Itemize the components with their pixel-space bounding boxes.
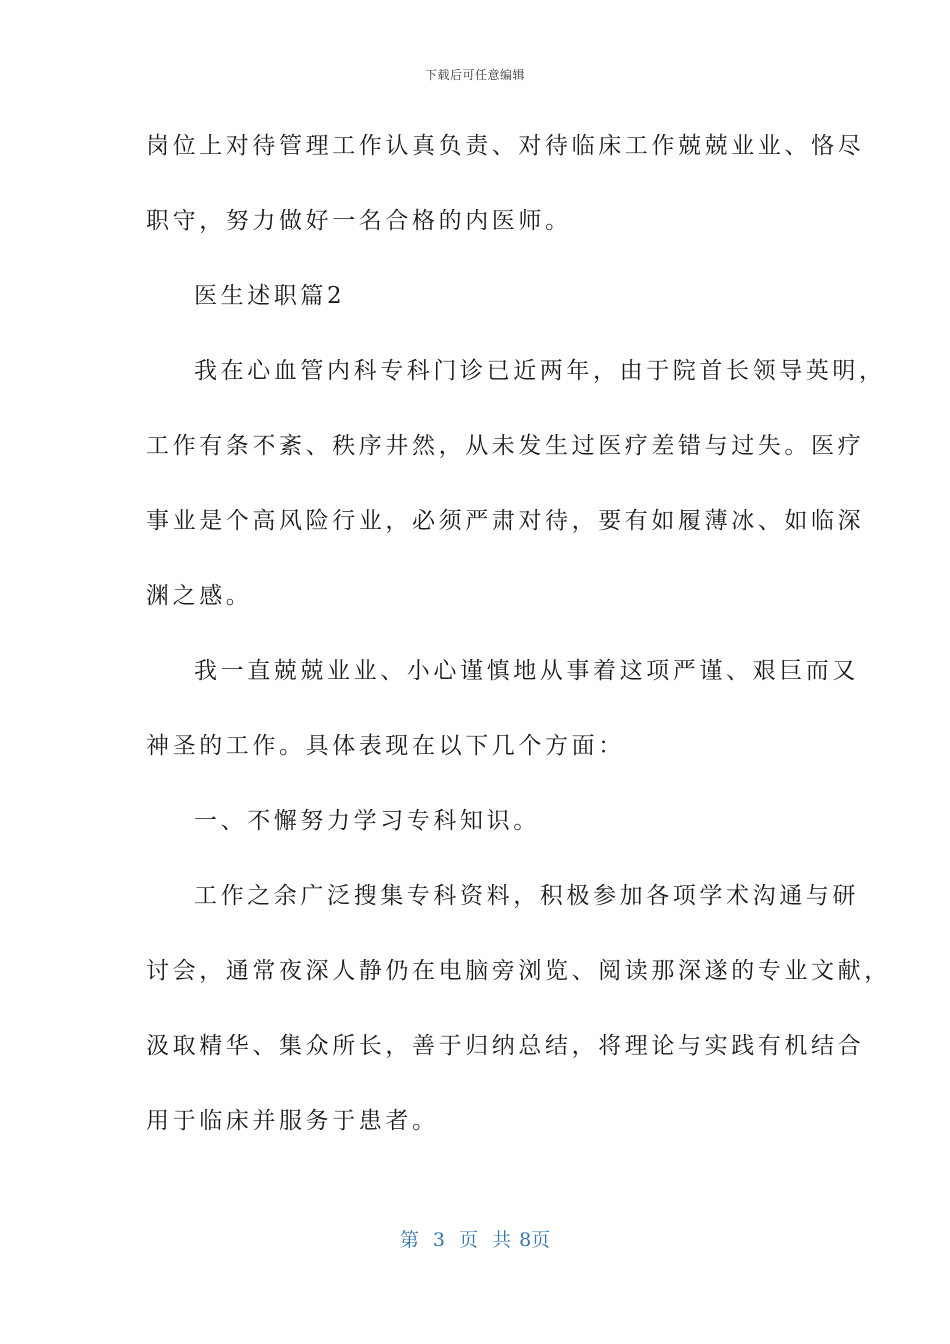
footer-prefix: 第 <box>399 1229 419 1251</box>
section-heading: 一、不懈努力学习专科知识。 <box>194 808 540 834</box>
text-line: 渊之感。 <box>146 583 253 609</box>
total-pages: 8页 <box>519 1229 551 1251</box>
text-line: 我一直兢兢业业、小心谨慎地从事着这项严谨、艰巨而又 <box>194 658 859 684</box>
page-footer <box>0 1225 950 1252</box>
footer-total-prefix: 共 <box>492 1229 512 1251</box>
text-line: 神圣的工作。具体表现在以下几个方面： <box>146 733 625 759</box>
text-line: 工作有条不紊、秩序井然，从未发生过医疗差错与过失。医疗 <box>146 433 865 459</box>
footer-page-label: 页 <box>459 1229 479 1251</box>
current-page-number: 3 <box>432 1229 445 1251</box>
page-header: 下载后可任意编辑 <box>424 68 525 82</box>
section-heading: 医生述职篇2 <box>194 283 346 309</box>
text-line: 岗位上对待管理工作认真负责、对待临床工作兢兢业业、恪尽 <box>146 133 865 159</box>
text-line: 我在心血管内科专科门诊已近两年，由于院首长领导英明， <box>194 358 886 384</box>
text-line: 汲取精华、集众所长，善于归纳总结，将理论与实践有机结合 <box>146 1033 865 1059</box>
document-body <box>146 120 891 1170</box>
text-line: 职守，努力做好一名合格的内医师。 <box>146 208 572 234</box>
text-line: 工作之余广泛搜集专科资料，积极参加各项学术沟通与研 <box>194 883 859 909</box>
text-line: 事业是个高风险行业，必须严肃对待，要有如履薄冰、如临深 <box>146 508 865 534</box>
text-line: 用于临床并服务于患者。 <box>146 1108 439 1134</box>
text-line: 讨会，通常夜深人静仍在电脑旁浏览、阅读那深遂的专业文献， <box>146 958 891 984</box>
